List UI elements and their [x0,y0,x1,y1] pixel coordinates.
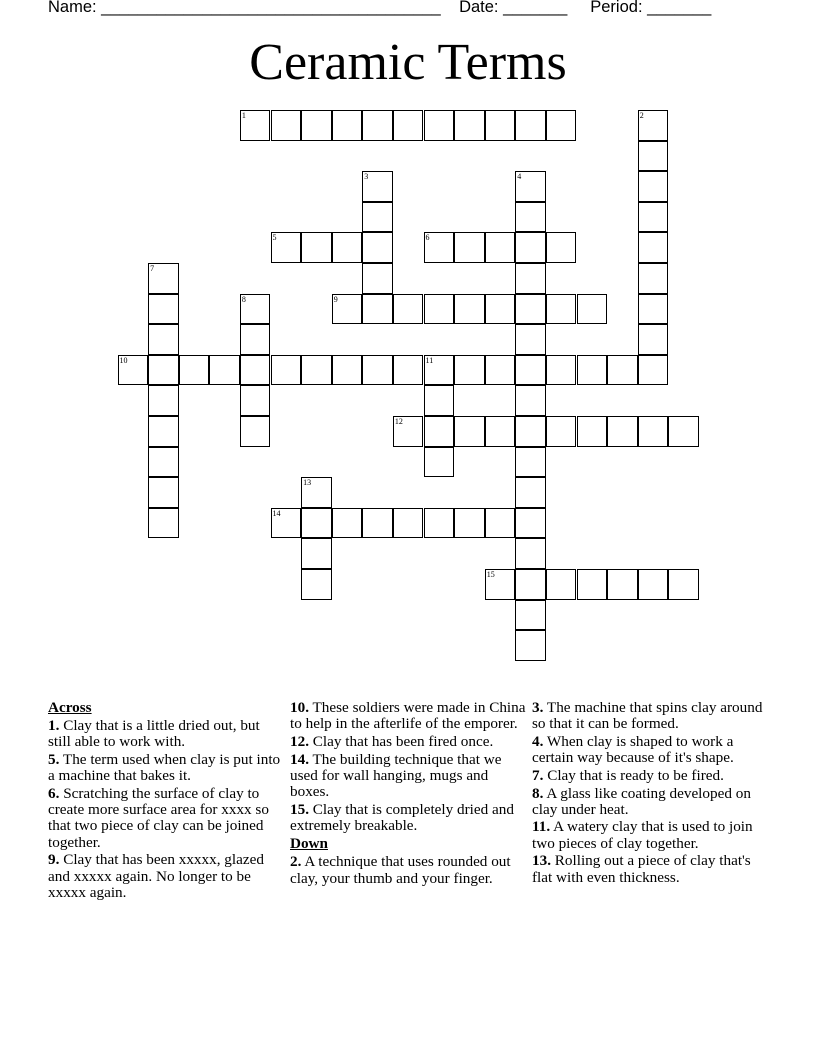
crossword-cell[interactable] [515,110,546,141]
crossword-cell[interactable] [638,232,669,263]
crossword-cell[interactable] [301,538,332,569]
crossword-cell[interactable] [515,508,546,539]
crossword-cell[interactable] [485,355,516,386]
crossword-cell[interactable] [271,355,302,386]
crossword-cell[interactable] [577,569,608,600]
clue-number-label: 6 [425,233,430,243]
crossword-cell[interactable] [301,477,332,508]
crossword-cell[interactable] [454,355,485,386]
crossword-cell[interactable] [546,416,577,447]
clue-text: Rolling out a piece of clay that's flat with even thickness. [532,852,751,886]
crossword-cell[interactable] [515,538,546,569]
crossword-cell[interactable] [668,569,699,600]
crossword-cell[interactable] [209,355,240,386]
clue-number: 5. [48,751,60,769]
crossword-cell[interactable] [454,416,485,447]
clue-item [532,700,768,732]
clue-number: 3. [532,699,544,716]
crossword-cell[interactable] [638,355,669,386]
clue-item [290,752,526,801]
crossword-cell[interactable] [362,232,393,263]
crossword-cell[interactable] [546,110,577,141]
crossword-cell[interactable] [638,294,669,325]
crossword-cell[interactable] [271,232,302,263]
crossword-cell[interactable] [485,110,516,141]
clue-text: A technique that uses rounded out clay, your thumb and your finger. [290,853,511,887]
clue-text: Clay that is ready to be fired. [543,766,724,784]
crossword-cell[interactable] [148,355,179,386]
clue-item [532,819,768,851]
crossword-cell[interactable] [271,110,302,141]
crossword-cell[interactable] [240,324,271,355]
clue-number: 7. [532,766,544,784]
clue-item [48,852,284,901]
crossword-cell[interactable] [148,294,179,325]
crossword-cell[interactable] [638,202,669,233]
clue-item [532,768,768,784]
clue-number: 10. [290,699,309,716]
crossword-cell[interactable] [148,263,179,294]
clue-number-label: 8 [241,294,246,304]
crossword-cell[interactable] [638,324,669,355]
crossword-cell[interactable] [240,355,271,386]
crossword-cell[interactable] [515,202,546,233]
clue-number: 15. [290,800,309,818]
crossword-cell[interactable] [454,232,485,263]
crossword-cell[interactable] [424,508,455,539]
clue-item [532,734,768,766]
clue-number-label: 10 [119,355,128,365]
crossword-cell[interactable] [332,110,363,141]
crossword-cell[interactable] [638,141,669,172]
clue-text: A watery clay that is used to join two pieces of clay together. [532,818,753,852]
crossword-cell[interactable] [240,385,271,416]
clue-text: Clay that has been xxxxx, glazed and xxxxx again. No longer to be xxxxx again. [48,851,264,901]
crossword-cell[interactable] [485,508,516,539]
clue-number: 2. [290,853,302,871]
crossword-cell[interactable] [393,294,424,325]
crossword-cell[interactable] [577,294,608,325]
crossword-cell[interactable] [393,355,424,386]
crossword-cell[interactable] [515,355,546,386]
crossword-cell[interactable] [485,232,516,263]
crossword-cell[interactable] [393,110,424,141]
crossword-cell[interactable] [332,232,363,263]
period-field[interactable]: Period: _______ [590,0,712,16]
crossword-cell[interactable] [546,232,577,263]
crossword-cell[interactable] [148,385,179,416]
crossword-cell[interactable] [485,569,516,600]
crossword-cell[interactable] [454,508,485,539]
clue-item [48,786,284,851]
crossword-cell[interactable] [515,416,546,447]
crossword-cell[interactable] [118,355,149,386]
crossword-cell[interactable] [515,385,546,416]
crossword-cell[interactable] [515,630,546,661]
crossword-cell[interactable] [332,294,363,325]
crossword-cell[interactable] [393,416,424,447]
crossword-cell[interactable] [485,294,516,325]
crossword-cell[interactable] [362,263,393,294]
crossword-cell[interactable] [638,110,669,141]
name-field[interactable]: Name: _____________________________________ [48,0,441,16]
crossword-cell[interactable] [179,355,210,386]
clue-item [532,853,768,885]
clue-number-label: 15 [486,570,495,579]
crossword-cell[interactable] [240,294,271,325]
clue-number-label: 14 [272,508,281,518]
clue-number-label: 5 [272,233,277,243]
crossword-cell[interactable] [148,416,179,447]
crossword-cell[interactable] [301,508,332,539]
clue-text: Scratching the surface of clay to create more surface area for xxxx so that two piece of clay can be joined together. [48,785,269,851]
clues-column-1 [48,700,284,902]
crossword-cell[interactable] [485,416,516,447]
crossword-cell[interactable] [577,416,608,447]
crossword-cell[interactable] [546,569,577,600]
crossword-cell[interactable] [424,447,455,478]
crossword-cell[interactable] [362,202,393,233]
crossword-cell[interactable] [546,294,577,325]
crossword-cell[interactable] [638,569,669,600]
crossword-cell[interactable] [515,600,546,631]
down-clue-list-continued [532,700,768,886]
crossword-cell[interactable] [515,294,546,325]
clue-text: The term used when clay is put into a machine that bakes it. [48,751,281,785]
crossword-cell[interactable] [515,171,546,202]
page-title: Ceramic Terms [249,34,567,91]
clue-text: These soldiers were made in China to help in the afterlife of the emporer. [290,699,526,733]
crossword-cell[interactable] [148,477,179,508]
crossword-cell[interactable] [515,324,546,355]
clue-number-label: 12 [394,417,403,426]
clue-text: Clay that has been fired once. [308,732,494,750]
date-field[interactable]: Date: _______ [459,0,568,16]
clues-column-2 [290,700,526,888]
crossword-cell[interactable] [301,355,332,386]
clues-column-3 [532,700,768,887]
crossword-cell[interactable] [362,508,393,539]
crossword-cell[interactable] [148,324,179,355]
clue-number-label: 4 [517,172,522,182]
clue-item [290,854,526,886]
crossword-cell[interactable] [515,569,546,600]
clue-number-label: 13 [303,478,312,488]
crossword-cell[interactable] [638,263,669,294]
crossword-cell[interactable] [638,416,669,447]
clue-number: 11. [532,818,551,836]
clue-number: 4. [532,732,544,750]
crossword-cell[interactable] [240,110,271,141]
crossword-cell[interactable] [424,110,455,141]
clue-number-label: 3 [364,172,369,182]
clue-text: Clay that is completely dried and extremely breakable. [290,800,514,834]
clue-number-label: 1 [241,111,246,120]
crossword-cell[interactable] [515,232,546,263]
clue-number: 6. [48,785,60,803]
clue-text: The machine that spins clay around so that it can be formed. [532,699,763,733]
crossword-cell[interactable] [424,232,455,263]
across-clue-list-continued [290,700,526,834]
crossword-cell[interactable] [362,110,393,141]
clue-number-label: 7 [150,264,155,273]
crossword-cell[interactable] [515,263,546,294]
crossword-cell[interactable] [424,355,455,386]
crossword-cell[interactable] [148,508,179,539]
crossword-cell[interactable] [301,569,332,600]
crossword-cell[interactable] [393,508,424,539]
clue-item [532,786,768,818]
crossword-cell[interactable] [362,171,393,202]
crossword-cell[interactable] [454,294,485,325]
clue-text: A glass like coating developed on clay under heat. [532,784,751,818]
crossword-cell[interactable] [515,447,546,478]
crossword-cell[interactable] [515,477,546,508]
clue-item [48,718,284,750]
crossword-cell[interactable] [607,416,638,447]
down-heading: Down [290,835,328,853]
down-clue-list [290,854,526,886]
crossword-cell[interactable] [424,294,455,325]
clue-number: 12. [290,732,309,750]
clue-number-label: 9 [333,294,338,304]
crossword-cell[interactable] [148,447,179,478]
crossword-cell[interactable] [607,355,638,386]
crossword-cell[interactable] [424,385,455,416]
crossword-cell[interactable] [240,416,271,447]
clue-number-label: 11 [425,355,434,365]
clue-number: 14. [290,750,309,768]
crossword-cell[interactable] [362,294,393,325]
clue-number-label: 2 [639,111,644,120]
crossword-cell[interactable] [301,110,332,141]
clue-item [48,752,284,784]
clue-item [290,700,526,732]
clue-number: 1. [48,717,60,735]
crossword-cell[interactable] [424,416,455,447]
clue-text: When clay is shaped to work a certain way because of it's shape. [532,732,734,767]
across-heading: Across [48,699,92,716]
crossword-cell[interactable] [577,355,608,386]
crossword-cell[interactable] [332,355,363,386]
crossword-cell[interactable] [607,569,638,600]
clue-text: The building technique that we used for wall hanging, mugs and boxes. [290,750,502,801]
across-clue-list [48,718,284,901]
clue-item [290,802,526,834]
crossword-cell[interactable] [546,355,577,386]
crossword-cell[interactable] [362,355,393,386]
clue-item [290,734,526,750]
clue-number: 8. [532,784,544,802]
crossword-cell[interactable] [454,110,485,141]
crossword-cell[interactable] [668,416,699,447]
crossword-cell[interactable] [301,232,332,263]
clue-text: Clay that is a little dried out, but still able to work with. [48,717,260,751]
clue-number: 13. [532,852,551,870]
crossword-cell[interactable] [271,508,302,539]
crossword-cell[interactable] [332,508,363,539]
clue-number: 9. [48,851,60,869]
crossword-cell[interactable] [638,171,669,202]
